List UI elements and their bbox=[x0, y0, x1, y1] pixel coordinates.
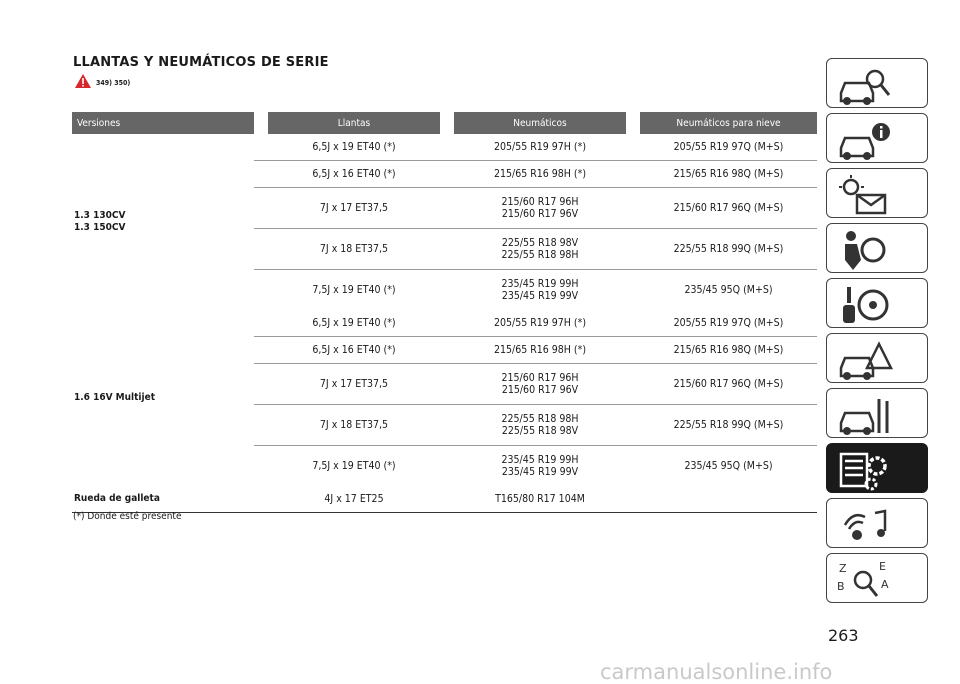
rim-cell: 7J x 18 ET37,5 bbox=[268, 405, 440, 446]
header-versions: Versiones bbox=[72, 112, 254, 134]
spare-tire: T165/80 R17 104M bbox=[440, 486, 640, 513]
snow-tire-cell: 205/55 R19 97Q (M+S) bbox=[640, 310, 817, 337]
tire-cell bbox=[454, 364, 626, 405]
version-label: 1.6 16V Multijet bbox=[74, 392, 155, 403]
rim-cell: 7J x 18 ET37,5 bbox=[268, 229, 440, 270]
chapter-tab[interactable] bbox=[826, 223, 928, 273]
header-tires: Neumáticos bbox=[454, 112, 626, 134]
tire-value: 225/55 R18 98H bbox=[501, 249, 579, 261]
tire-cell bbox=[454, 188, 626, 229]
tire-cell bbox=[454, 270, 626, 311]
rim-cell: 6,5J x 19 ET40 (*) bbox=[268, 134, 440, 161]
svg-text:B: B bbox=[837, 580, 845, 593]
tire-value: 225/55 R18 98H bbox=[501, 413, 579, 425]
chapter-tab[interactable] bbox=[826, 443, 928, 493]
warning-triangle-icon bbox=[74, 73, 92, 89]
car-search-icon bbox=[835, 63, 895, 107]
chapter-tab[interactable] bbox=[826, 388, 928, 438]
tire-value: 235/45 R19 99V bbox=[501, 290, 579, 302]
snow-tire-cell: 215/60 R17 96Q (M+S) bbox=[640, 364, 817, 405]
chapter-tab[interactable] bbox=[826, 168, 928, 218]
tire-value: 215/65 R16 98H (*) bbox=[493, 168, 587, 180]
tires-table bbox=[72, 112, 817, 513]
chapter-tab[interactable] bbox=[826, 113, 928, 163]
svg-text:Z: Z bbox=[839, 562, 847, 575]
technical-specs-icon bbox=[835, 448, 895, 492]
tire-value: 225/55 R18 98V bbox=[501, 425, 579, 437]
table-row bbox=[72, 134, 817, 161]
car-emergency-icon bbox=[835, 338, 895, 382]
watermark: carmanualsonline.info bbox=[600, 660, 833, 684]
rim-cell: 6,5J x 19 ET40 (*) bbox=[268, 310, 440, 337]
tire-cell bbox=[454, 405, 626, 446]
chapter-tab[interactable] bbox=[826, 553, 928, 603]
tire-value: 215/60 R17 96V bbox=[501, 208, 579, 220]
tire-cell bbox=[454, 161, 626, 188]
tire-value: 235/45 R19 99H bbox=[501, 278, 579, 290]
snow-tire-cell: 215/65 R16 98Q (M+S) bbox=[640, 161, 817, 188]
version-label: 1.3 150CV bbox=[74, 222, 126, 233]
chapter-tab[interactable] bbox=[826, 333, 928, 383]
spare-wheel-row bbox=[72, 486, 817, 513]
svg-text:A: A bbox=[881, 578, 889, 591]
spare-label: Rueda de galleta bbox=[72, 486, 254, 513]
version-label: 1.3 130CV bbox=[74, 210, 126, 221]
tire-value: 235/45 R19 99V bbox=[501, 466, 579, 478]
page-title: LLANTAS Y NEUMÁTICOS DE SERIE bbox=[73, 55, 329, 70]
header-snow-tires: Neumáticos para nieve bbox=[640, 112, 817, 134]
tire-value: 205/55 R19 97H (*) bbox=[493, 317, 587, 329]
warning-references: 349) 350) bbox=[96, 79, 131, 87]
airbag-icon bbox=[835, 228, 895, 272]
rim-cell: 7,5J x 19 ET40 (*) bbox=[312, 284, 396, 296]
tire-value: 235/45 R19 99H bbox=[501, 454, 579, 466]
footnote: (*) Donde esté presente bbox=[73, 511, 182, 522]
snow-tire-cell: 205/55 R19 97Q (M+S) bbox=[640, 134, 817, 161]
rim-cell: 7,5J x 19 ET40 (*) bbox=[312, 460, 396, 472]
snow-tire-cell: 215/65 R16 98Q (M+S) bbox=[640, 337, 817, 364]
tire-value: 215/60 R17 96V bbox=[501, 384, 579, 396]
version-cell bbox=[72, 310, 254, 486]
tire-cell bbox=[454, 310, 626, 337]
tire-value: 215/65 R16 98H (*) bbox=[493, 344, 587, 356]
multimedia-icon bbox=[835, 503, 895, 547]
chapter-tab[interactable] bbox=[826, 278, 928, 328]
header-rims: Llantas bbox=[268, 112, 440, 134]
steering-wheel-icon bbox=[835, 283, 895, 327]
snow-tire-cell: 225/55 R18 99Q (M+S) bbox=[640, 229, 817, 270]
spare-rim: 4J x 17 ET25 bbox=[268, 486, 440, 513]
rim-cell: 6,5J x 16 ET40 (*) bbox=[268, 337, 440, 364]
page-number: 263 bbox=[828, 626, 859, 645]
tire-value: 215/60 R17 96H bbox=[501, 196, 579, 208]
tire-cell bbox=[454, 229, 626, 270]
table-row bbox=[72, 310, 817, 337]
warning-lights-icon bbox=[835, 173, 895, 217]
car-info-icon bbox=[835, 118, 895, 162]
tire-cell bbox=[454, 446, 626, 487]
tire-value: 205/55 R19 97H (*) bbox=[493, 141, 587, 153]
tire-cell bbox=[454, 337, 626, 364]
tire-value: 215/60 R17 96H bbox=[501, 372, 579, 384]
svg-text:E: E bbox=[879, 560, 886, 573]
snow-tire-cell: 215/60 R17 96Q (M+S) bbox=[640, 188, 817, 229]
version-cell bbox=[72, 134, 254, 310]
index-icon bbox=[835, 558, 895, 602]
snow-tire-cell: 235/45 95Q (M+S) bbox=[684, 460, 773, 472]
rim-cell: 6,5J x 16 ET40 (*) bbox=[268, 161, 440, 188]
tire-cell bbox=[454, 134, 626, 161]
rim-cell: 7J x 17 ET37,5 bbox=[268, 188, 440, 229]
snow-tire-cell: 235/45 95Q (M+S) bbox=[684, 284, 773, 296]
car-tools-icon bbox=[835, 393, 895, 437]
tire-value: 225/55 R18 98V bbox=[501, 237, 579, 249]
snow-tire-cell: 225/55 R18 99Q (M+S) bbox=[640, 405, 817, 446]
chapter-tab[interactable] bbox=[826, 498, 928, 548]
chapter-tab[interactable] bbox=[826, 58, 928, 108]
rim-cell: 7J x 17 ET37,5 bbox=[268, 364, 440, 405]
